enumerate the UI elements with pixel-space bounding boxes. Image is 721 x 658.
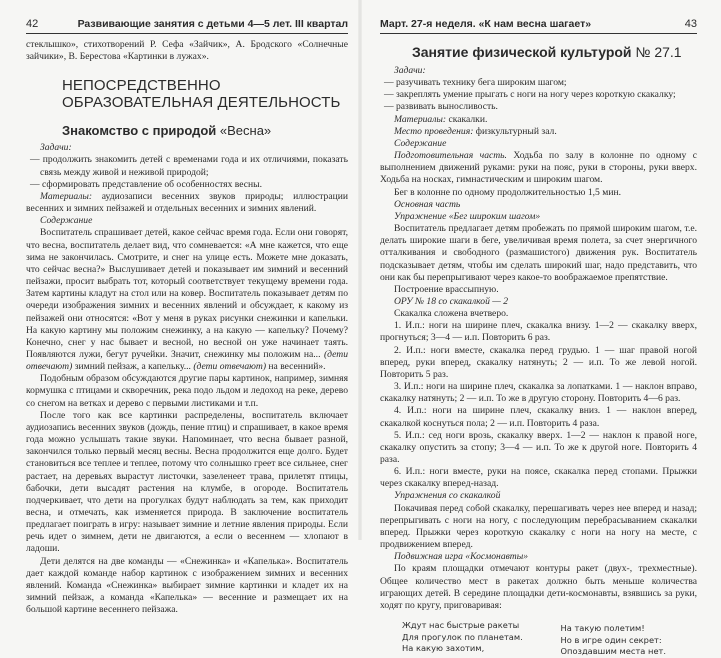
poem-line: Для прогулок по планетам. — [402, 631, 523, 642]
task-item: — развивать выносливость. — [384, 101, 498, 113]
poem — [380, 620, 697, 658]
intro-text: стеклышко», стихотворений Р. Сефа «Зайчик», А. Бродского «Солнечные зайчики», В. Берестова «Картинки в лужах». — [26, 39, 348, 63]
rope-exercises-label: Упражнения со скакалкой — [394, 490, 501, 502]
running-head-right — [380, 18, 697, 34]
place — [380, 126, 697, 138]
poem-line: Опоздавшим места нет. — [560, 646, 667, 657]
remark: (дети отвечают) — [193, 361, 267, 373]
paragraph-text: зимний пейзаж, а капельку... — [72, 361, 194, 373]
task-item: — закреплять умение прыгать с ноги на ногу через короткую скакалку; — [384, 89, 676, 101]
paragraph-text: Воспитатель спрашивает детей, какое сейчас время года. Если они говорят, что весна, воспитатель делает вид, что сомневается: «А мне кажется, что еще зима не закончилась. Смотрите, и снег на улице есть. Можете мне доказать, что сейчас весна?» Выслушивает детей и показывает им зимний и весенний пейзажи, просит выбрать тот, который соответствует текущему времени года. Затем картины кладут на стол или на ковер. Воспитатель показывает детям по очереди изображения зимних и весенних явлений и обсуждает, к какому из пейзажей они относятся: «Вот у меня в руках рисунки снежинки и капельки. На какую картину мы положим снежинку, а на какую — капельку? Почему? Конечно, снег у нас бывает и весной, но весной он уже начинает таять. Появляются лужи, бегут ручейки. Значит, снежинку мы положим на... — [26, 227, 348, 360]
materials — [26, 191, 348, 215]
paragraph — [26, 227, 348, 373]
left-page — [0, 0, 360, 616]
running-head-left — [26, 18, 348, 34]
oru-label: ОРУ № 18 со скакалкой — 2 — [394, 295, 508, 307]
poem-column-left — [380, 620, 539, 658]
exercise-item: 3. И.п.: ноги на ширине плеч, скакалка за лопатками. 1 — наклон вправо, скакалку натянуть; 2 — и.п. То же в другую сторону. Повторить 4—6 раз. — [380, 381, 697, 405]
paragraph-text: на весенний». — [266, 361, 326, 373]
task-item: — сформировать представление об особенностях весны. — [30, 178, 262, 190]
content-label: Содержание — [40, 215, 93, 227]
content-label: Содержание — [394, 137, 447, 149]
main-label: Основная часть — [394, 198, 461, 210]
place-text: физкультурный зал. — [473, 125, 557, 137]
place-label: Место проведения: — [394, 125, 474, 137]
materials-text: скакалки. — [446, 113, 488, 125]
rope-text: Скакалка сложена вчетверо. — [394, 308, 509, 320]
materials-text: аудиозаписи весенних звуков природы; иллюстрации весенних и зимних пейзажей и отдельных весенних и зимних явлений. — [26, 190, 348, 215]
rope-exercises-text: Покачивая перед собой скакалку, перешагивать через нее вперед и назад; перепрыгивать с ноги на ногу, с последующим перебрасыванием скакалки вперед. Прыжки через короткую скакалку с ноги на ногу на месте, с продвижением вперед. — [380, 502, 697, 551]
topic-name: «Весна» — [216, 123, 272, 139]
tasks-label: Задачи: — [40, 142, 72, 154]
section-title: НЕПОСРЕДСТВЕННО ОБРАЗОВАТЕЛЬНАЯ ДЕЯТЕЛЬНОСТЬ — [62, 77, 341, 112]
materials-label: Материалы: — [40, 190, 93, 202]
poem-line: Но в игре один секрет: — [560, 634, 662, 645]
task-item: — разучивать технику бега широким шагом; — [384, 77, 567, 89]
run-text: Бег в колонне по одному продолжительностью 1,5 мин. — [394, 186, 621, 198]
poem-line: Ждут нас быстрые ракеты — [402, 620, 520, 631]
poem-line: На какую захотим, — [402, 643, 485, 654]
prep-label: Подготовительная часть. — [394, 150, 507, 162]
paragraph: Дети делятся на две команды — «Снежинка» и «Капелька». Воспитатель дает каждой команде набор картинок с изображением зимних и весенних явлений. Команда «Снежинка» выбирает зимние картинки и кладет их на зимний пейзаж, а команда «Капелька» — весенние и размещает их на большой картине весеннего пейзажа. — [26, 555, 348, 616]
game-label: Подвижная игра «Космонавты» — [394, 551, 529, 563]
page-number: 42 — [26, 18, 39, 30]
remark: (дети отвечают) — [26, 348, 348, 373]
right-page — [360, 0, 721, 657]
exercise-label: Упражнение «Бег широким шагом» — [394, 210, 541, 222]
materials-label: Материалы: — [394, 113, 447, 125]
running-head-title: Развивающие занятия с детьми 4—5 лет. III квартал — [77, 18, 348, 30]
exercise-item: 1. И.п.: ноги на ширине плеч, скакалка внизу. 1—2 — скакалку вверх, прогнуться; 3—4 — и.п. Повторить 6 раз. — [380, 320, 697, 344]
poem-column-right — [539, 620, 698, 658]
prep-text: Ходьба по залу в колонне по одному с выполнением движений руками: руки на пояс, руки в стороны, руки вверх. Ходьба на носках, гимнастическим и широким шагом. — [380, 150, 697, 186]
exercise-item: 6. И.п.: ноги вместе, руки на поясе, скакалка перед стопами. Прыжки через скакалку вперед-назад. — [380, 466, 697, 490]
game-text: По краям площадки отмечают контуры ракет (двух-, трехместные). Общее количество мест в ракетах должно быть меньше количества играющих детей. В середине площадки дети-космонавты, взявшись за руки, ходят по кругу, приговаривая: — [380, 563, 697, 611]
page-number: 43 — [684, 18, 697, 30]
topic-bold: Знакомство с природой — [62, 123, 217, 139]
running-head-title: Март. 27-я неделя. «К нам весна шагает» — [380, 18, 592, 30]
lesson-heading — [412, 44, 697, 60]
paragraph: После того как все картинки распределены, воспитатель включает аудиозапись весенних звуков (дождь, пение птиц) и спрашивает, в какое время года можно услышать такие звуки. Напоминает, что весна бывает разной, закончился только первый месяц весны. Весна продолжится еще долго. Будет становиться все теплее и теплее, потому что солнышко греет все сильнее, снег растает, на деревьях вырастут листочки, зазеленеет трава, прилетят птицы, бабочки, дети высадят растения на клумбе, в огороде. Воспитатель подчеркивает, что дети на прогулках будут наблюдать за тем, как приходит весна, и отмечать, как изменяется природа. В заключение воспитатель предлагает поиграть в игру: называет зимние и летние явления природы. Если речь идет о зимнем, дети не двигаются, а если о весеннем — хлопают в ладоши. — [26, 409, 348, 555]
tasks-label: Задачи: — [394, 65, 426, 76]
materials — [380, 114, 697, 126]
topic-heading — [62, 123, 348, 138]
lesson-bold: Занятие физической культурой — [412, 44, 632, 60]
exercise-item: 2. И.п.: ноги вместе, скакалка перед грудью. 1 — шаг правой ногой вперед, руки вперед, скакалку натянуть; 2 — и.п. То же левой ногой. Повторить 5 раз. — [380, 344, 697, 380]
exercise-item: 4. И.п.: ноги на ширине плеч, скакалку вниз. 1 — наклон вперед, скакалкой коснуться пола; 2 — и.п. Повторить 4 раза. — [380, 405, 697, 429]
exercise-text: Воспитатель предлагает детям пробежать по прямой широким шагом, т.е. делать широкие шаги в беге, увеличивая время полета, за счет энергичного отталкивания и свободного (размашистого) движения рук. Воспитатель подсказывает детям, чтобы им сделать широкий шаг, надо представить, что они как бы перепрыгивают через какое-то воображаемое препятствие. — [380, 223, 697, 283]
paragraph: Подобным образом обсуждаются другие пары картинок, например, зимняя кормушка с птицами и скворечник, река подо льдом и ледоход на реке, дерево со снегом на ветках и дерево с первыми листиками и т.п. — [26, 373, 348, 409]
exercise-item: 5. И.п.: сед ноги врозь, скакалку вверх. 1—2 — наклон к правой ноге, скакалку опустить за стопу; 3—4 — и.п. То же к другой ноге. Повторить 4 раза. — [380, 429, 697, 465]
poem-line: На такую полетим! — [560, 623, 645, 634]
task-item: — продолжить знакомить детей с временами года и их отличиями, показать связь между живой и неживой природой; — [30, 154, 348, 178]
lesson-number: № 27.1 — [631, 44, 682, 60]
formation-text: Построение врассыпную. — [394, 283, 499, 295]
prep-part — [380, 150, 697, 186]
